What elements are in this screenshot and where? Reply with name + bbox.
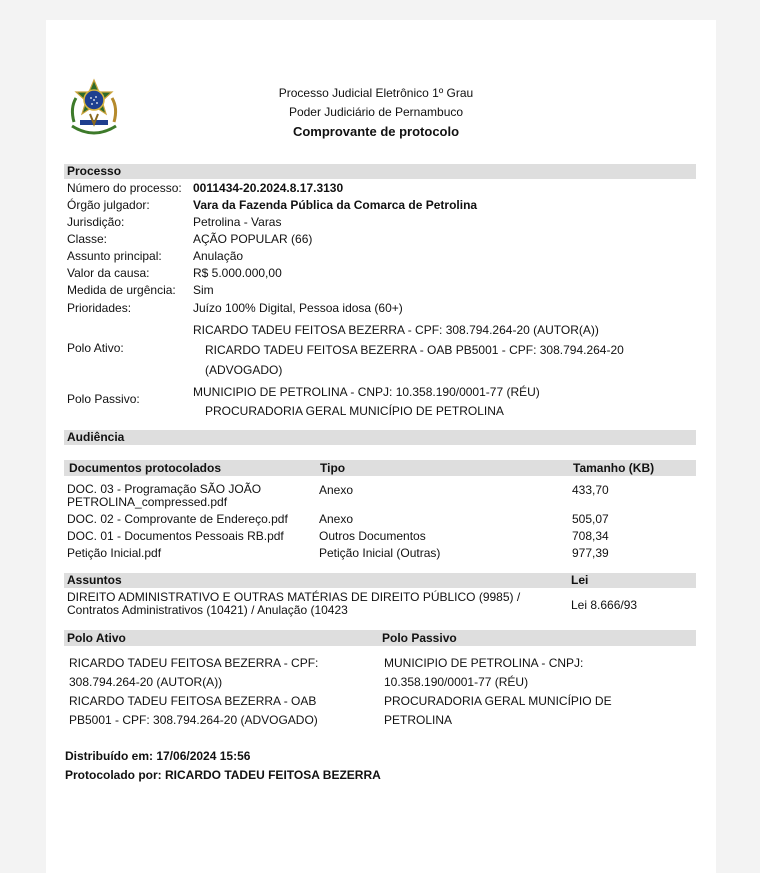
document-size: 433,70 (572, 483, 609, 497)
distributed-date: Distribuído em: 17/06/2024 15:56 (65, 749, 251, 763)
field-label: Medida de urgência: (67, 283, 176, 297)
documents-table-header (64, 460, 696, 476)
brazil-coat-of-arms-icon (66, 78, 122, 138)
polo-passivo-line: MUNICIPIO DE PETROLINA - CNPJ: 10.358.190/0001-77 (RÉU) (193, 385, 540, 399)
document-name-cont: PETROLINA_compressed.pdf (67, 495, 228, 509)
polo-passivo-label: Polo Passivo: (67, 392, 140, 406)
documents-column-size: Tamanho (KB) (573, 461, 655, 475)
field-value-class: AÇÃO POPULAR (66) (193, 232, 313, 246)
lei-header: Lei (571, 573, 589, 587)
page-title: Comprovante de protocolo (292, 124, 460, 139)
polo-passivo-header: Polo Passivo (382, 631, 457, 645)
document-type: Anexo (319, 512, 354, 526)
document-type: Anexo (319, 483, 354, 497)
processo-section-bar (64, 164, 696, 179)
polo-passivo-line: PROCURADORIA GERAL MUNICÍPIO DE PETROLINA (205, 404, 504, 418)
party-line: 10.358.190/0001-77 (RÉU) (384, 675, 529, 689)
document-type: Outros Documentos (319, 529, 426, 543)
audiencia-section-title: Audiência (67, 430, 125, 444)
field-label: Assunto principal: (67, 249, 162, 263)
field-value-urgency: Sim (193, 283, 214, 297)
processo-section-title: Processo (67, 164, 122, 178)
field-label: Valor da causa: (67, 266, 150, 280)
document-row (67, 483, 261, 509)
document-size: 505,07 (572, 512, 609, 526)
document-name: DOC. 01 - Documentos Pessoais RB.pdf (67, 529, 284, 543)
protocol-document (46, 20, 716, 873)
party-line: MUNICIPIO DE PETROLINA - CNPJ: (384, 656, 584, 670)
polo-ativo-line: (ADVOGADO) (205, 363, 283, 377)
filed-by: Protocolado por: RICARDO TADEU FEITOSA BEZERRA (65, 768, 381, 782)
documents-column-name: Documentos protocolados (69, 461, 222, 475)
header-court-name: Poder Judiciário de Pernambuco (288, 105, 464, 119)
field-value-jurisdiction: Petrolina - Varas (193, 215, 282, 229)
field-label: Número do processo: (67, 181, 182, 195)
field-value-priorities: Juízo 100% Digital, Pessoa idosa (60+) (193, 301, 403, 315)
polo-ativo-parties (69, 654, 318, 730)
polo-ativo-line: RICARDO TADEU FEITOSA BEZERRA - CPF: 308.794.264-20 (AUTOR(A)) (193, 323, 599, 337)
assuntos-text-line: DIREITO ADMINISTRATIVO E OUTRAS MATÉRIAS DE DIREITO PÚBLICO (9985) / (67, 590, 521, 604)
polo-ativo-label: Polo Ativo: (67, 341, 124, 355)
header-court-system: Processo Judicial Eletrônico 1º Grau (278, 86, 474, 100)
assuntos-text-line: Contratos Administrativos (10421) / Anulação (10423 (67, 603, 348, 617)
assuntos-header: Assuntos (67, 573, 122, 587)
party-line: RICARDO TADEU FEITOSA BEZERRA - OAB (69, 694, 317, 708)
partes-header-bar (64, 630, 696, 646)
field-label: Classe: (67, 232, 108, 246)
party-line: PB5001 - CPF: 308.794.264-20 (ADVOGADO) (69, 713, 318, 727)
document-name: DOC. 03 - Programação SÃO JOÃO (67, 482, 262, 496)
assuntos-text (67, 591, 520, 617)
document-size: 977,39 (572, 546, 609, 560)
document-name: DOC. 02 - Comprovante de Endereço.pdf (67, 512, 288, 526)
field-value-court: Vara da Fazenda Pública da Comarca de Petrolina (193, 198, 478, 212)
document-name: Petição Inicial.pdf (67, 546, 162, 560)
field-value-amount: R$ 5.000.000,00 (193, 266, 282, 280)
document-size: 708,34 (572, 529, 609, 543)
polo-ativo-header: Polo Ativo (67, 631, 126, 645)
audiencia-section-bar (64, 430, 696, 445)
party-line: PROCURADORIA GERAL MUNICÍPIO DE (384, 694, 612, 708)
polo-passivo-parties (384, 654, 612, 730)
polo-ativo-line: RICARDO TADEU FEITOSA BEZERRA - OAB PB5001 - CPF: 308.794.264-20 (205, 343, 624, 357)
party-line: 308.794.264-20 (AUTOR(A)) (69, 675, 223, 689)
party-line: RICARDO TADEU FEITOSA BEZERRA - CPF: (69, 656, 319, 670)
document-type: Petição Inicial (Outras) (319, 546, 441, 560)
field-label: Órgão julgador: (67, 198, 150, 212)
field-label: Jurisdição: (67, 215, 125, 229)
party-line: PETROLINA (384, 713, 453, 727)
documents-column-type: Tipo (320, 461, 346, 475)
field-label: Prioridades: (67, 301, 132, 315)
field-value-process-number: 0011434-20.2024.8.17.3130 (193, 181, 344, 195)
lei-value: Lei 8.666/93 (571, 598, 638, 612)
assuntos-section-bar (64, 573, 696, 588)
field-value-subject: Anulação (193, 249, 244, 263)
